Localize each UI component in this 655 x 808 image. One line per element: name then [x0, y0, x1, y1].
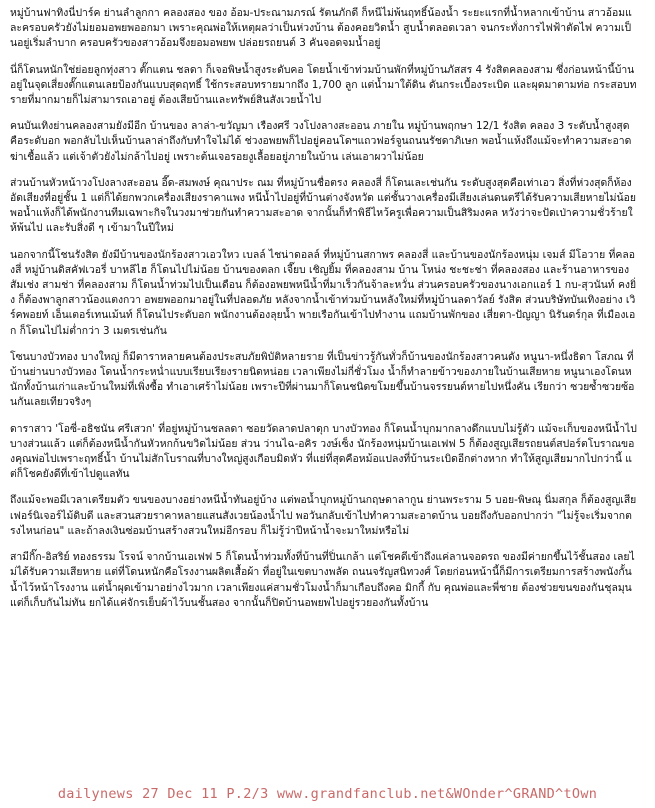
article-paragraph: นอกจากนี้โชนรังสิต ยังมีบ้านของนักร้องสาวเอวใหว เบลล์ ไชน่าดอลล์ ที่หมู่บ้านสกาพร คลองสี่ และบ้านของนักร้องหนุ่ม เจมส์ มีโอวาย ที่คลองสี่ หมู่บ้านดิสคัฟเวอรี่ บาหลีไฮ ก็โดนไปไม่น้อย บ้านของตลก เจี๊ยบ เชิญยิ้ม ที่คลองสาม บ้าน โหน่ง ชะชะช่า ที่คลองสอง และร้านอาหารของ สัมเช่ง สามช่า ที่คลองสาม ก็โดนน้ำท่วมไปเป็นเดือน ก็ต้องอพยพหนีน้ำที่มาเร็วกันจ้าละหวั่น ส่วนครอบครัวของนางเอกแอร์ 1 กบ-สุวนันท์ คงยิ่ง ก็ต้องพาลูกสาวน้องแตงกวา อพยพออกมาอยู่ในที่ปลอดภัย หลังจากน้ำเข้าท่วมบ้านหลังใหม่ที่หมู่บ้านลดาวัลย์ รังสิต ส่วนบริษัทบันเทิงอย่าง เวิร์คพอยท์ เอ็นเตอร์เทนเม้นท์ ก็โดนไประดับอก พนักงานต้องลุยน้ำ พายเรือกันเข้าไปทำงาน แถมบ้านพักของ เสี่ยตา-ปัญญา นิรันดร์กุล ที่เมืองเอก ก็โดนไปไม่ต่ำกว่า 3 เมตรเช่นกัน [10, 248, 637, 337]
article-paragraph: นี่ก็โดนหนักใช่ย่อยลูกทุ่งสาว ตั๊กแตน ชลดา ก็เจอพิษน้ำสูงระดับคอ โดยน้ำเข้าท่วมบ้านพักที่หมู่บ้านภัสสร 4 รังสิตคลองสาม ซึ่งก่อนหน้านี้บ้านอยู่ในจุดเสี่ยงตั๊กแตนเลยป้องกันแบบสุดฤทธิ์ ใช้กระสอบทรายมากถึง 1,700 ลูก แต่น้ำมาใต้ดิน ดันกระเบื้องระเบิด และผุดมาตามท่อ กระสอบทรายที่มากมายก็ไม่สามารถเอาอยู่ ต้องเสียบ้านและทรัพย์สินสังเวยน้ำไป [10, 63, 637, 107]
article-paragraph: สามีกิ๊ก-อิสริย์ ทองธรรม โรจน์ จากบ้านเอเฟฟ 5 ก็โดนน้ำท่วมทั้งที่บ้านที่ปิ่นเกล้า แต่โชคดีเข้าถึงแค่ลานจอดรถ ของมีค่ายกขึ้นไว้ชั้นสอง เลยไม่ได้รับความเสียหาย แต่ที่โดนหนักคือโรงงานผลิตเสื้อผ้า ที่อยู่ในเขตบางพลัด ถนนจรัญสนิทวงศ์ โดยก่อนหน้านี้ก็มีการเตรียมการสร้างพนังกั้นน้ำไว้หน้าโรงงาน แต่น้ำผุดเข้ามาอย่างไวมาก เวลาเพียงแค่สามชั่วโมงน้ำก็มาเกือบถึงคอ มิกกี้ กับ คุณพ่อและพี่ชาย ต้องช่วยขนของกันชุลมุน แต่ก็เก็บกันไม่ทัน ยกได้แค่จักรเย็บผ้าไว้บนชั้นสอง จากนั้นก็ปิดบ้านอพยพไปอยู่รวยองกันทั้งบ้าน [10, 551, 635, 609]
source-footer: dailynews 27 Dec 11 P.2/3 www.grandfanclub.net&WOnder^GRAND^tOwn [57, 786, 598, 802]
article-paragraph: ส่วนบ้านหัวหน้าวงโปงลางสะออน อี๊ด-สมพงษ์ คุณาประ ณม ที่หมู่บ้านชื่อตรง คลองสี่ ก็โดนเละเช่นกัน ระดับสูงสุดคือเท่าเอว สิ่งที่ห่วงสุดก็ห้องอัดเสียงที่อยู่ชั้น 1 แต่ก็ได้ยกพวกเครื่องเสียงราคาแพง หนีน้ำไปอยู่ที่บ้านต่างจังหวัด แต่ชั้นวางเครื่องมีเสียงเล่นดนตรีได้รับความเสียหายไม่น้อย พอน้ำแห้งก็ได้พนักงานทีมเฉพาะกิจในวงมาช่วยกันทำความสะอาด จากนั้นก็ทำพิธีไหว้ครูเพื่อความเป็นสิริมงคล หวังว่าจะปัดเป่าความชั่วร้ายให้พ้นไป และรับสิ่งดี ๆ เข้ามาในปีใหม่ [10, 176, 636, 235]
article-paragraph: คนบันเทิงย่านคลองสามยังมีอีก บ้านของ ลาล่า-ขวัญมา เรืองศรี วงโปงลางสะออน ภายใน หมู่บ้านพฤกษา 12/1 รังสิต คลอง 3 ระดับน้ำสูงสุด คือระดับอก พอกลับไปเห็นบ้านลาล่าถึงกับทำใจไม่ได้ ช่วงอพยพก็ไปอยู่คอนโดฯแถวฟอร์จูนถนนรัชดาภิเษก พอน้ำแห้งถึงแม้จะทำความสะอาดฆ่าเชื้อแล้ว แต่เจ้าตัวยังไม่กล้าไปอยู่ เพราะต้นเจอรอยงูเลื้อยอยู่ภายในบ้าน เล่นเอาผวาไม่น้อย [10, 120, 632, 163]
article-paragraph: ดาราสาว 'โอซี่-อธิชนัน ศรีเสวก' ที่อยู่หมู่บ้านชลลดา ซอยวัดลาดปลาดุก บางบัวทอง ก็โดนน้ำบุกมากลางดึกแบบไม่รู้ตัว แม้จะเก็บของหนีน้ำไปบางส่วนแล้ว แต่ก็ต้องหนีน้ำกันหัวหกก้นขวิดไม่น้อย ส่วน ว่านไฉ-อคิร วงษ์เซ็ง นักร้องหนุ่มบ้านเอเฟฟ 5 ก็ต้องสูญเสียรถยนต์สปอร์ตโบราณของคุณพ่อไปเพราะฤทธิ์น้ำ บ้านไม่สักโบราณที่บางใหญ่สูงเกือบมิดหัว ที่แย่ที่สุดคือหม้อแปลงที่บ้านระเบิดอีกต่างหาก ทำให้สูญเสียมากไปกว่านี้ แต่ก็โชคยังดีที่เข้าไปดูแลทัน [10, 422, 637, 481]
article-paragraph: ถึงแม้จะพอมีเวลาเตรียมตัว ขนของบางอย่างหนีน้ำทันอยู่บ้าง แต่พอน้ำบุกหมู่บ้านกฤษดาลากูน ย่านพระราม 5 บอย-พิษณุ นิ่มสกุล ก็ต้องสูญเสียเฟอร์นิเจอร์ไม้ดิบดี และสวนสวยราคาหลายแสนสังเวยน้องน้ำไป พอวันกลับเข้าไปทำความสะอาดบ้าน บอยถึงกับออกปากว่า "ไม่รู้จะเริ่มจากตรงไหนก่อน" และถ้าลงเงินซ่อมบ้านสร้างสวนใหม่อีกรอบ ก็ไม่รู้ว่าปีหน้าน้ำจะมาใหม่หรือไม่ [10, 494, 637, 537]
article-paragraph: โซนบางบัวทอง บางใหญ่ ก็มีดาราหลายคนต้องประสบภัยพิบัติหลายราย ที่เป็นข่าวรู้กันทั่วก็บ้านของนักร้องสาวคนดัง หนูนา-หนึ่งธิดา โสภณ ที่บ้านย่านบางบัวทอง โดนน้ำกระหน่ำแบบเรียบเรียงรายนิดหน่อย เวลาเพียงไม่กี่ชั่วโมง น้ำก็ทำลายข้าวของภายในบ้านเสียหาย หนูนาเองโดนหนักทั้งบ้านเก่าและบ้านใหม่ที่เพิ่งซื้อ ทำเอาเศร้าไม่น้อย เพราะปีที่ผ่านมาก็โดนชนิดขโมยขึ้นบ้านจรรยนต์หายไปหนึ่งคัน เรียกว่า ซวยซ้ำซวยซ้อนกันเลยเทียวจริงๆ [10, 350, 635, 409]
article-paragraph: หมู่บ้านฟาทิงนี่ปาร์ค ย่านลำลูกกา คลองสอง ของ อ้อม-ประณามภรณ์ รัตนภักดี ก็หนีไม่พ้นฤทธิ์น้องน้ำ ระยะแรกที่น้ำหลากเข้าบ้าน สาวอ้อมและครอบครัวยังไม่ยอมอพยพออกมา เพราะคุณพ่อให้เหตุผลว่าเป็นห่วงบ้าน ต้องคอยวิดน้ำ สูบน้ำตลอดเวลา จนกระทั่งการไฟฟ้าตัดไฟ ความเป็นอยู่เริ่มลำบาก ครอบครัวของสาวอ้อมจึงยอมอพยพ ปล่อยรถยนต์ 3 คันจอดจมน้ำอยู่ [10, 7, 632, 50]
article-body [10, 6, 637, 611]
